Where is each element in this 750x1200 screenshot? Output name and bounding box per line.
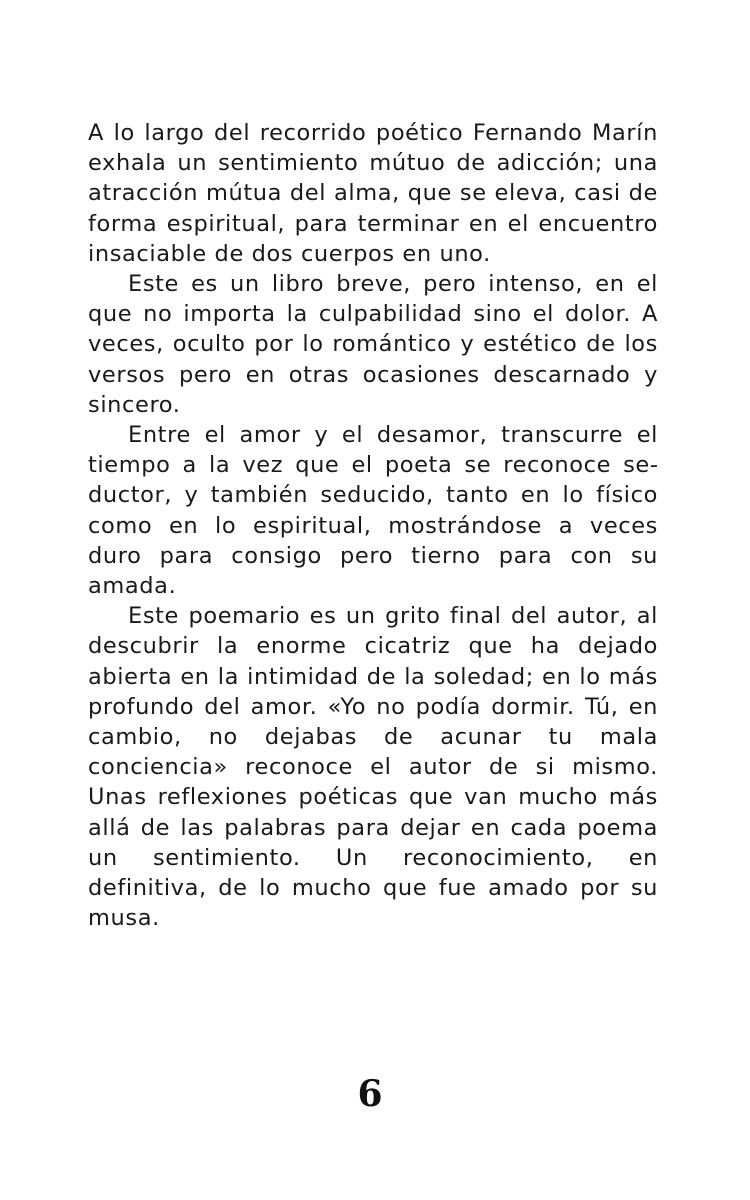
paragraph-2: Este es un libro breve, pero intenso, en el que no importa la culpabilidad sino el dolor. A veces, oculto por lo romántico y estético de los versos pero en otras ocasiones descarnado y sincero. [88,271,658,418]
page-number: 6 [357,1073,383,1115]
paragraph-1: A lo largo del recorrido poético Fernando Marín exhala un sentimiento mútuo de adicción; una atracción mútua del alma, que se eleva, casi de forma espiritual, para terminar en el encuentro insaciable de dos cuerpos en uno. [88,120,658,267]
page-body [88,118,658,933]
paragraph-3: Entre el amor y el desamor, transcurre el tiempo a la vez que el poeta se reconoce seductor, y también seducido, tanto en lo físico como en lo espiritual, mostrándose a veces duro para consigo pero tierno para con su amada. [88,422,658,600]
paragraph-4: Este poemario es un grito final del autor, al descubrir la enorme cicatriz que ha dejado abierta en la intimidad de la soledad; en lo más profundo del amor. «Yo no podía dormir. Tú, en cambio, no dejabas de acunar tu mala conciencia» reconoce el autor de si mismo. Unas reflexiones poéticas que van mucho más allá de las palabras para dejar en cada poema un sentimiento. Un reconocimiento, en definitiva, de lo mucho que fue amado por su musa. [88,603,658,932]
